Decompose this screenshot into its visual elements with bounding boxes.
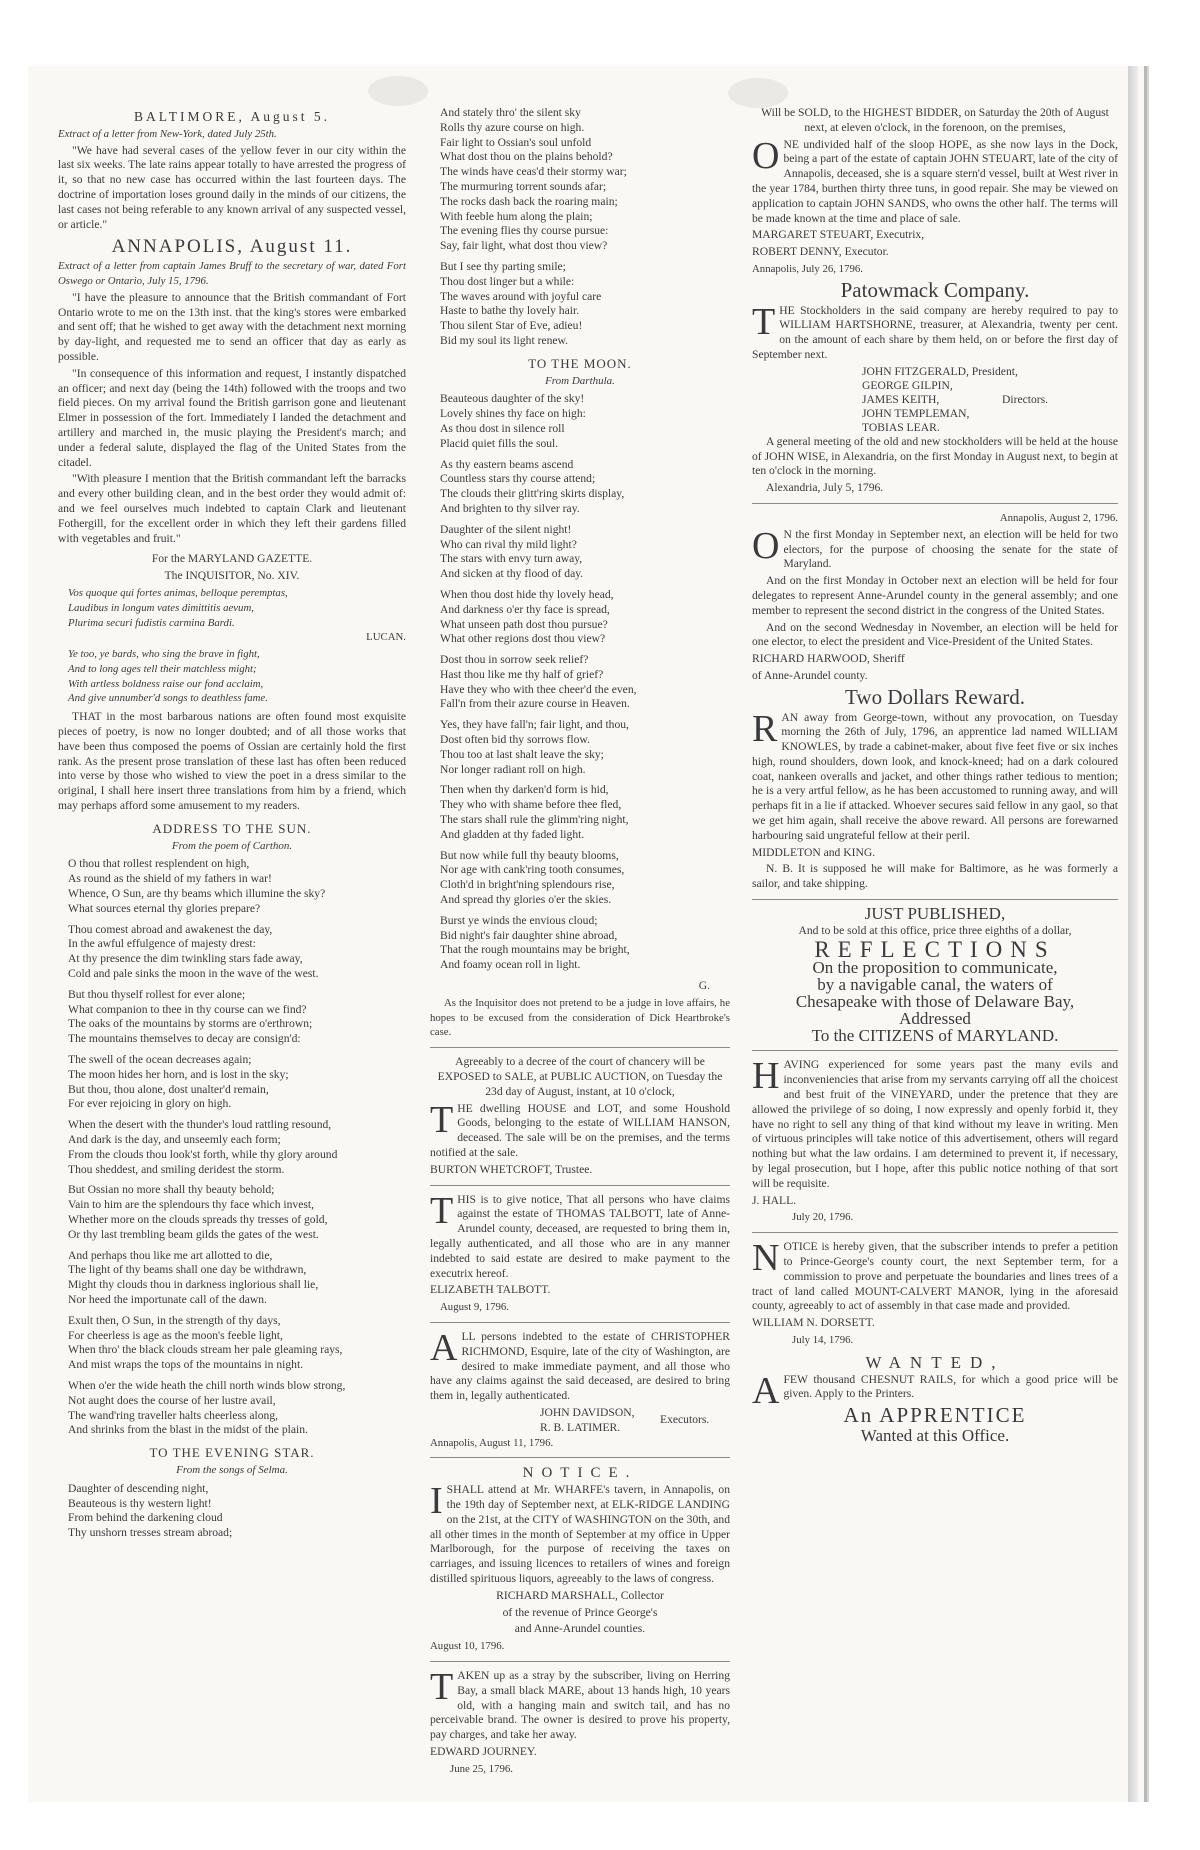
- divider: [752, 503, 1118, 504]
- election-paragraph-1: N the first Monday in September next, an election will be held for two electors, for the purpose of choosing the senate for the state of Maryland.: [783, 527, 1118, 571]
- auction-intro: Agreeably to a decree of the court of chancery will be EXPOSED to SALE, at PUBLIC AUCTION, on Tuesday the 23d day of August, instant, at 10 o'clock,: [437, 1055, 723, 1098]
- poem-line: Thy unshorn tresses stream abroad;: [68, 1526, 233, 1540]
- extract-intro-newyork: Extract of a letter from New-York, dated July 25th.: [58, 127, 277, 140]
- poem-line: When o'er the wide heath the chill north winds blow strong,: [68, 1378, 346, 1392]
- stanza: [440, 523, 730, 582]
- latin-line: Vos quoque qui fortes animas, belloque peremptas,: [68, 586, 288, 599]
- poem-line: Cold and pale sinks the moon in the wave of the west.: [68, 967, 319, 981]
- poem-line: The mountains themselves to decay are consign'd:: [68, 1032, 301, 1046]
- pamphlet-addressed: Addressed: [899, 1008, 971, 1028]
- poem-line: Nor heed the importunate call of the dawn.: [68, 1292, 267, 1306]
- sloop-sale-intro: Will be SOLD, to the HIGHEST BIDDER, on Saturday the 20th of August next, at eleven o'clock, in the forenoon, on the premises,: [761, 106, 1109, 134]
- collector-counties: and Anne-Arundel counties.: [514, 1622, 646, 1636]
- poem-line: Haste to bathe thy lovely hair.: [440, 304, 580, 318]
- divider: [430, 1047, 730, 1048]
- poem-line: O thou that rollest resplendent on high,: [68, 857, 250, 871]
- column-2: [430, 106, 730, 1778]
- fort-ontario-paragraph-1: "I have the pleasure to announce that the British commandant of Fort Ontario wrote to me on the 13th inst. that the king's stores were embarked and sent off; that he wished to get away with the detachment next morning by day-light, and requested me to send an officer that day as early as possible.: [58, 290, 406, 363]
- poem-line: Nor age with cank'ring tooth consumes,: [440, 863, 625, 877]
- latin-line: Plurima securi fudistis carmina Bardi.: [68, 616, 235, 629]
- poem-line: And sicken at thy flood of day.: [440, 567, 584, 581]
- poem-line: Cloth'd in bright'ning splendours rise,: [440, 878, 615, 892]
- dropcap-a: A: [430, 1326, 458, 1369]
- sloop-executrix: MARGARET STEUART, Executrix,: [752, 228, 925, 242]
- moon-poem-title: TO THE MOON.: [528, 355, 632, 371]
- divider: [430, 1457, 730, 1458]
- stanza: [440, 392, 730, 451]
- pamphlet-line-2: by a navigable canal, the waters of: [817, 975, 1053, 995]
- poem-line: But I see thy parting smile;: [440, 259, 566, 273]
- wanted-heading: WANTED,: [865, 1352, 1005, 1372]
- poem-line: The murmuring torrent sounds afar;: [440, 179, 607, 193]
- tax-notice-date: August 10, 1796.: [430, 1640, 505, 1653]
- paper-stain: [368, 76, 428, 106]
- stanza: [440, 653, 730, 712]
- poem-line: And gladden at thy faded light.: [440, 827, 585, 841]
- poem-line: What unseen path dost thou pursue?: [440, 617, 608, 631]
- poem-line: Who can rival thy mild light?: [440, 537, 577, 551]
- latin-author: LUCAN.: [366, 631, 406, 644]
- poem-line: The wand'ring traveller halts cheerless along,: [68, 1408, 279, 1422]
- potowmack-meeting: A general meeting of the old and new stockholders will be held at the house of JOHN WISE, in Alexandria, on the first Monday in August next, to begin at ten o'clock in the morning.: [752, 434, 1118, 478]
- fort-ontario-paragraph-2: "In consequence of this information and request, I instantly dispatched an officer; and next day (being the 14th) followed with the troops and two field pieces. On my arrival found the British garrison gone and lieutenant Elmer in possession of the fort. Immediately I landed the detachment and artillery and marched in, the music playing the President's march; and under a federal salute, displayed the flag of the United States from the citadel.: [58, 366, 406, 469]
- poem-line: At thy presence the dim twinkling stars fade away,: [68, 952, 303, 966]
- poem-line: Fair light to Ossian's soul unfold: [440, 135, 592, 149]
- stanza: [68, 1183, 406, 1242]
- poem-line: The moon hides her horn, and is lost in the sky;: [68, 1067, 289, 1081]
- stanza: [68, 1249, 406, 1308]
- dropcap-t: T: [430, 1098, 454, 1141]
- poem-line: Beauteous daughter of the sky!: [440, 392, 585, 406]
- poem-line: Or thy last trembling beam gilds the gates of the west.: [68, 1227, 319, 1241]
- poem-line: Thou silent Star of Eve, adieu!: [440, 319, 583, 333]
- election-paragraph-3: And on the second Wednesday in November, an election will be held for one elector, to elect the president and Vice-President of the United States.: [752, 620, 1118, 649]
- dropcap-t: T: [752, 300, 776, 343]
- director-name: JOHN TEMPLEMAN,: [862, 406, 970, 420]
- dropcap-o: O: [752, 134, 780, 177]
- stanza: [440, 260, 730, 349]
- poem-line: The swell of the ocean decreases again;: [68, 1053, 252, 1067]
- tax-notice-body: SHALL attend at Mr. WHARFE's tavern, in Annapolis, on the 19th day of September next, at ELK-RIDGE LANDING on the 21st, at the CITY of WASHINGTON on the 30th, and all other times in the month of September at my office in Upper Marlborough, for the purpose of receiving the taxes on carriages, and issuing licences to retailers of wines and foreign distilled spirituous liquors, agreeably to the laws of congress.: [430, 1483, 730, 1585]
- english-line: With artless boldness raise our fond acclaim,: [68, 677, 264, 690]
- poem-line: The clouds their glitt'ring skirts display,: [440, 487, 625, 501]
- fort-ontario-paragraph-3: "With pleasure I mention that the British commandant left the barracks and every other building clean, and in the best order they would admit of: and we feel ourselves much indebted to captain Clark and lieutenant Fothergill, for the excellent order in which they left their gardens filled with vegetables and fruit.": [58, 472, 406, 545]
- director-name: JOHN FITZGERALD, President,: [862, 364, 1018, 378]
- petition-notice-body: OTICE is hereby given, that the subscriber intends to prefer a petition to Prince-George's county court, the next September term, for a commission to prove and perpetuate the boundaries and lines trees of a tract of land called MOUNT-CALVERT MANOR, lying in the aforesaid county, agreeably to act of assembly in that case made and provided.: [752, 1240, 1118, 1313]
- poem-line: That the rough mountains may be bright,: [440, 943, 630, 957]
- column-3: [752, 106, 1118, 1446]
- potowmack-directors: [862, 365, 1118, 435]
- inquisitor-heading: The INQUISITOR, No. XIV.: [164, 569, 300, 583]
- stanza: [68, 1118, 406, 1177]
- collector-name: RICHARD MARSHALL, Collector: [496, 1588, 664, 1602]
- stanza: [440, 849, 730, 908]
- poem-line: Yes, they have fall'n; fair light, and thou,: [440, 718, 629, 732]
- poem-line: And perhaps thou like me art allotted to die,: [68, 1248, 273, 1262]
- divider: [752, 1050, 1118, 1051]
- poem-line: Dost thou in sorrow seek relief?: [440, 653, 589, 667]
- dropcap-t: T: [430, 1189, 454, 1232]
- divider: [430, 1322, 730, 1323]
- potowmack-date: Alexandria, July 5, 1796.: [766, 481, 884, 495]
- stray-mare-signature: EDWARD JOURNEY.: [430, 1744, 537, 1758]
- executor-name: R. B. LATIMER.: [540, 1420, 621, 1434]
- poem-line: For ever rejoicing in glory on high.: [68, 1097, 232, 1111]
- poem-line: Thou sheddest, and smiling deridest the storm.: [68, 1162, 285, 1176]
- english-epigraph: [68, 647, 406, 706]
- sloop-sale-body: NE undivided half of the sloop HOPE, as she now lays in the Dock, being a part of the estate of captain JOHN STEUART, late of the city of Annapolis, deceased, she is a square stern'd vessel, built at West river in the year 1784, burthen thirty three tuns, in good repair. She may be viewed on application to captain JOHN SANDS, who owns the other half. The terms will be made known at the time and place of sale.: [752, 137, 1118, 225]
- just-published-heading: JUST PUBLISHED,: [864, 904, 1006, 924]
- poem-line: Bid my soul its light renew.: [440, 333, 569, 347]
- poem-line: And darkness o'er thy face is spread,: [440, 602, 610, 616]
- vineyard-signature: J. HALL.: [752, 1193, 797, 1207]
- stanza: [440, 588, 730, 647]
- executors-label: Executors.: [660, 1412, 710, 1426]
- poem-line: Lovely shines thy face on high:: [440, 407, 586, 421]
- star-poem: [68, 1482, 406, 1541]
- auction-body: HE dwelling HOUSE and LOT, and some Houshold Goods, belonging to the estate of WILLIAM HANSON, deceased. The sale will be on the premises, and the terms notified at the sale.: [430, 1101, 730, 1159]
- dropcap-t: T: [430, 1665, 454, 1708]
- talbott-date: August 9, 1796.: [440, 1301, 509, 1314]
- poem-line: Thou comest abroad and awakenest the day,: [68, 922, 273, 936]
- poem-line: Beauteous is thy western light!: [68, 1496, 212, 1510]
- poem-line: Whence, O Sun, are thy beams which illumine the sky?: [68, 887, 326, 901]
- poem-line: Thou too at last shalt leave the sky;: [440, 747, 604, 761]
- poem-line: When thro' the black clouds stream her pale gleaming rays,: [68, 1343, 343, 1357]
- inquisitor-note: As the Inquisitor does not pretend to be a judge in love affairs, he hopes to be excused from the consideration of Dick Heartbroke's case.: [430, 996, 730, 1039]
- divider: [430, 1185, 730, 1186]
- talbott-signature: ELIZABETH TALBOTT.: [430, 1283, 551, 1297]
- poem-line: As round as the shield of my fathers in war!: [68, 872, 272, 886]
- vineyard-notice-body: AVING experienced for some years past the many evils and inconveniencies that arise from my servants carrying off all the choicest and best fruit of the VINEYARD, under the pretence that they are allowed the privilege of so doing, I now expressly and openly forbid it, they have no right to sell any thing of that kind without my leave in writing. Men of virtuous principles will take notice of this advertisement, others will regard nothing but what the law ordains. I am determined to prevent it, if necessary, by legal prosecution, but I hope, after this public notice nothing of that sort will be requisite.: [752, 1058, 1118, 1190]
- ossian-essay: THAT in the most barbarous nations are often found most exquisite pieces of poetry, is now no longer doubted; and of all those works that have been thus composed the poems of Ossian are certainly hold the first rank. As the present prose translation of these last has often been reduced into verse by those who wished to view the poet in a dress similar to the original, I shall here insert three translations from him by a friend, which may perhaps afford some amusement to my readers.: [58, 710, 406, 813]
- poem-line: What companion to thee in thy course can we find?: [68, 1002, 307, 1016]
- stanza: [440, 458, 730, 517]
- poem-line: Daughter of the silent night!: [440, 522, 572, 536]
- baltimore-dateline: BALTIMORE, August 5.: [133, 109, 330, 124]
- poem-line: The waves around with joyful care: [440, 289, 602, 303]
- poem-line: The evening flies thy course pursue:: [440, 224, 609, 238]
- reflections-title: REFLECTIONS: [814, 936, 1056, 962]
- poem-line: And mist wraps the tops of the mountains in night.: [68, 1358, 304, 1372]
- director-name: TOBIAS LEAR.: [862, 420, 940, 434]
- extract-intro-bruff: Extract of a letter from captain James Bruff to the secretary of war, dated Fort Oswego or Ontario, July 15, 1796.: [58, 260, 406, 287]
- richmond-executors: [540, 1406, 730, 1436]
- poem-line: But Ossian no more shall thy beauty behold;: [68, 1183, 275, 1197]
- poem-line: With feeble hum along the plain;: [440, 209, 593, 223]
- chesnut-rails-body: FEW thousand CHESNUT RAILS, for which a good price will be given. Apply to the Printers.: [783, 1372, 1118, 1401]
- newspaper-page: [28, 66, 1147, 1802]
- director-name: GEORGE GILPIN,: [862, 378, 953, 392]
- sun-poem-subtitle: From the poem of Carthon.: [171, 839, 293, 852]
- moon-poem: [440, 392, 730, 973]
- divider: [752, 1232, 1118, 1233]
- poem-line: Say, fair light, what dost thou view?: [440, 239, 608, 253]
- poem-line: As thy eastern beams ascend: [440, 457, 574, 471]
- poem-line: When thou dost hide thy lovely head,: [440, 587, 614, 601]
- poem-line: What dost thou on the plains behold?: [440, 150, 613, 164]
- pamphlet-citizens: To the CITIZENS of MARYLAND.: [811, 1025, 1059, 1045]
- poem-line: The stars shall rule the glimm'ring night,: [440, 813, 629, 827]
- reward-nota-bene: N. B. It is supposed he will make for Baltimore, as he was formerly a sailor, and take shipping.: [752, 862, 1118, 891]
- sun-poem-title: ADDRESS TO THE SUN.: [152, 820, 312, 836]
- reward-signature: MIDDLETON and KING.: [752, 845, 876, 859]
- star-poem-subtitle: From the songs of Selma.: [176, 1463, 288, 1476]
- poem-line: Dost often bid thy sorrows flow.: [440, 733, 590, 747]
- collector-title: of the revenue of Prince George's: [502, 1605, 658, 1619]
- poem-line: Might thy clouds thou in darkness inglorious shall lie,: [68, 1278, 319, 1292]
- poem-line: But now while full thy beauty blooms,: [440, 848, 619, 862]
- talbott-notice-body: HIS is to give notice, That all persons who have claims against the estate of THOMAS TALBOTT, late of Anne-Arundel county, deceased, are requested to bring them in, legally authenticated, and all those who are in any manner indebted to said estate are desired to make payment to the executrix hereof.: [430, 1192, 730, 1280]
- stanza: [68, 988, 406, 1047]
- poem-line: Fall'n from their azure course in Heaven.: [440, 697, 630, 711]
- poem-line: From behind the darkening cloud: [68, 1511, 223, 1525]
- page-edge-shadow: [1128, 66, 1138, 1802]
- sloop-sale-date: Annapolis, July 26, 1796.: [752, 262, 863, 275]
- star-poem-continued: [440, 106, 730, 349]
- reward-heading: Two Dollars Reward.: [845, 684, 1025, 709]
- annapolis-dateline: ANNAPOLIS, August 11.: [111, 236, 353, 258]
- runaway-apprentice-body: AN away from George-town, without any provocation, on Tuesday morning the 26th of July, 1796, an apprentice lad named WILLIAM KNOWLES, by trade a cabinet-maker, about five feet five or six inches high, round shoulders, down look, and knock-kneed; had on a dark coloured coat, nankeen overalls and jacket, and other things rather tedious to mention; he is a very artful fellow, as he has been accustomed to running away, and will perhaps fit in a lie if attacked. Whoever secures said fellow in any gaol, so that we get him again, shall receive the above reward. All persons are forewarned harbouring said ungrateful fellow at their peril.: [752, 710, 1118, 842]
- auction-signature: BURTON WHETCROFT, Trustee.: [430, 1162, 593, 1176]
- poem-line: Placid quiet fills the soul.: [440, 436, 559, 450]
- poem-line: And dark is the day, and unseemly each form;: [68, 1133, 281, 1146]
- english-line: And give unnumber'd songs to deathless fame.: [68, 692, 268, 705]
- poem-line: Bid night's fair daughter shine abroad,: [440, 928, 618, 942]
- poem-line: The winds have ceas'd their stormy war;: [440, 165, 627, 179]
- stanza: [440, 718, 730, 777]
- poem-line: The rocks dash back the roaring main;: [440, 194, 618, 208]
- poem-line: What sources eternal thy glories prepare?: [68, 901, 261, 915]
- dropcap-a: A: [752, 1369, 780, 1412]
- stanza: [68, 1053, 406, 1112]
- stanza: [440, 783, 730, 842]
- poem-signature: G.: [698, 979, 710, 993]
- potowmack-body: HE Stockholders in the said company are hereby required to pay to WILLIAM HARTSHORNE, treasurer, at Alexandria, twenty per cent. on the amount of each share by them held, on or before the first day of September next.: [752, 303, 1118, 361]
- paper-stain: [728, 78, 788, 108]
- divider: [430, 1661, 730, 1662]
- poem-line: Then when thy darken'd form is hid,: [440, 783, 609, 797]
- apprentice-heading: An APPRENTICE: [843, 1403, 1027, 1428]
- poem-line: Not aught does the course of her lustre avail,: [68, 1393, 276, 1407]
- notice-heading: NOTICE.: [522, 1465, 638, 1482]
- poem-line: As thou dost in silence roll: [440, 421, 565, 435]
- poem-line: Hast thou like me thy half of grief?: [440, 667, 604, 681]
- petition-signature: WILLIAM N. DORSETT.: [752, 1316, 875, 1330]
- election-paragraph-2: And on the first Monday in October next an election will be held for four delegates to represent Anne-Arundel county in the general assembly; and one member to represent the second district in the congress of the United States.: [752, 574, 1118, 617]
- sloop-executor: ROBERT DENNY, Executor.: [752, 245, 889, 259]
- moon-poem-subtitle: From Darthula.: [545, 374, 615, 387]
- english-line: And to long ages tell their matchless might;: [68, 662, 257, 675]
- poem-line: Daughter of descending night,: [68, 1481, 209, 1495]
- dropcap-r: R: [752, 707, 778, 750]
- stray-mare-body: AKEN up as a stray by the subscriber, living on Herring Bay, a small black MARE, about 13 hands high, 10 years old, with a hanging main and switch tail, and has no perceivable brand. The owner is desired to prove his property, pay charges, and take her away.: [430, 1668, 730, 1742]
- petition-date: July 14, 1796.: [792, 1333, 854, 1346]
- stanza: [68, 923, 406, 982]
- english-line: Ye too, ye bards, who sing the brave in fight,: [68, 648, 260, 661]
- poem-line: And spread thy glories o'er the skies.: [440, 893, 612, 907]
- stanza: [440, 914, 730, 973]
- director-name: JAMES KEITH,: [862, 392, 940, 406]
- poem-line: The stars with envy turn away,: [440, 552, 583, 566]
- poem-line: What other regions dost thou view?: [440, 632, 606, 646]
- poem-line: And brighten to thy silver ray.: [440, 501, 580, 515]
- sun-poem: [68, 857, 406, 1438]
- poem-line: For cheerless is age as the moon's feeble light,: [68, 1328, 283, 1342]
- stanza: [68, 1379, 406, 1438]
- dropcap-i: I: [430, 1480, 443, 1523]
- poem-line: From the clouds thou look'st forth, while thy glory around: [68, 1147, 338, 1161]
- pamphlet-line-3: Chesapeake with those of Delaware Bay,: [795, 992, 1075, 1012]
- stanza: [68, 1314, 406, 1373]
- election-date: Annapolis, August 2, 1796.: [999, 511, 1118, 524]
- pamphlet-line-1: On the proposition to communicate,: [812, 958, 1058, 978]
- sheriff-county: of Anne-Arundel county.: [752, 668, 868, 682]
- latin-epigraph: [68, 586, 406, 630]
- dropcap-o: O: [752, 524, 780, 567]
- stanza: [440, 106, 730, 254]
- stray-mare-date: June 25, 1796.: [450, 1762, 513, 1775]
- poem-line: And foamy ocean roll in light.: [440, 958, 581, 972]
- poem-line: And stately thro' the silent sky: [440, 106, 581, 119]
- column-1: [58, 106, 406, 1541]
- poem-line: They who with shame before thee fled,: [440, 798, 622, 812]
- divider: [752, 899, 1118, 900]
- poem-line: And shrinks from the blast in the midst of the plain.: [68, 1423, 308, 1437]
- poem-line: Nor longer radiant roll on high.: [440, 762, 586, 776]
- executor-name: JOHN DAVIDSON,: [540, 1405, 635, 1419]
- poem-line: But thou thyself rollest for ever alone;: [68, 987, 246, 1001]
- poem-line: Thou dost linger but a while:: [440, 274, 575, 288]
- sheriff-name: RICHARD HARWOOD, Sheriff: [752, 652, 905, 666]
- potowmack-heading: Patowmack Company.: [840, 277, 1030, 302]
- poem-line: But thou, thou alone, dost unalter'd remain,: [68, 1082, 269, 1096]
- gazette-heading: For the MARYLAND GAZETTE.: [151, 552, 313, 566]
- poem-line: Rolls thy azure course on high.: [440, 120, 585, 134]
- directors-label: Directors.: [1002, 392, 1049, 406]
- poem-line: Countless stars thy course attend;: [440, 472, 596, 486]
- price-line: And to be sold at this office, price three eighths of a dollar,: [798, 923, 1072, 937]
- star-poem-title: TO THE EVENING STAR.: [149, 1445, 315, 1461]
- poem-line: Exult then, O Sun, in the strength of thy days,: [68, 1313, 281, 1327]
- stanza: [68, 857, 406, 916]
- richmond-date: Annapolis, August 11, 1796.: [430, 1436, 554, 1449]
- poem-line: The light of thy beams shall one day be withdrawn,: [68, 1263, 307, 1277]
- latin-line: Laudibus in longum vates dimittitis aevum,: [68, 601, 254, 614]
- poem-line: Whether more on the clouds spreads thy tresses of gold,: [68, 1212, 328, 1226]
- richmond-notice-body: LL persons indebted to the estate of CHRISTOPHER RICHMOND, Esquire, late of the city of Washington, are desired to make immediate payment, and all those who have any claims against the said deceased, are desired to bring them in, legally authenticated.: [430, 1329, 730, 1403]
- poem-line: When the desert with the thunder's loud rattling resound,: [68, 1118, 332, 1132]
- poem-line: The oaks of the mountains by storms are o'erthrown;: [68, 1017, 313, 1031]
- poem-line: In the awful effulgence of majesty drest:: [68, 937, 256, 951]
- poem-line: Have they who with thee cheer'd the even,: [440, 682, 637, 696]
- yellow-fever-paragraph: "We have had several cases of the yellow fever in our city within the last six weeks. The late rains appear totally to have arrested the progress of it, so that no new case has occurred within the last fourteen days. The doctrine of importation loses ground daily in the minds of our citizens, the last cases not being referable to any known arrival of any suspected vessel, or article.": [58, 143, 406, 231]
- dropcap-n: N: [752, 1237, 780, 1280]
- apprentice-subheading: Wanted at this Office.: [860, 1425, 1010, 1445]
- poem-line: Vain to him are the splendours thy face which invest,: [68, 1198, 314, 1212]
- dropcap-h: H: [752, 1055, 780, 1098]
- poem-line: Burst ye winds the envious cloud;: [440, 913, 598, 927]
- vineyard-date: July 20, 1796.: [792, 1211, 854, 1224]
